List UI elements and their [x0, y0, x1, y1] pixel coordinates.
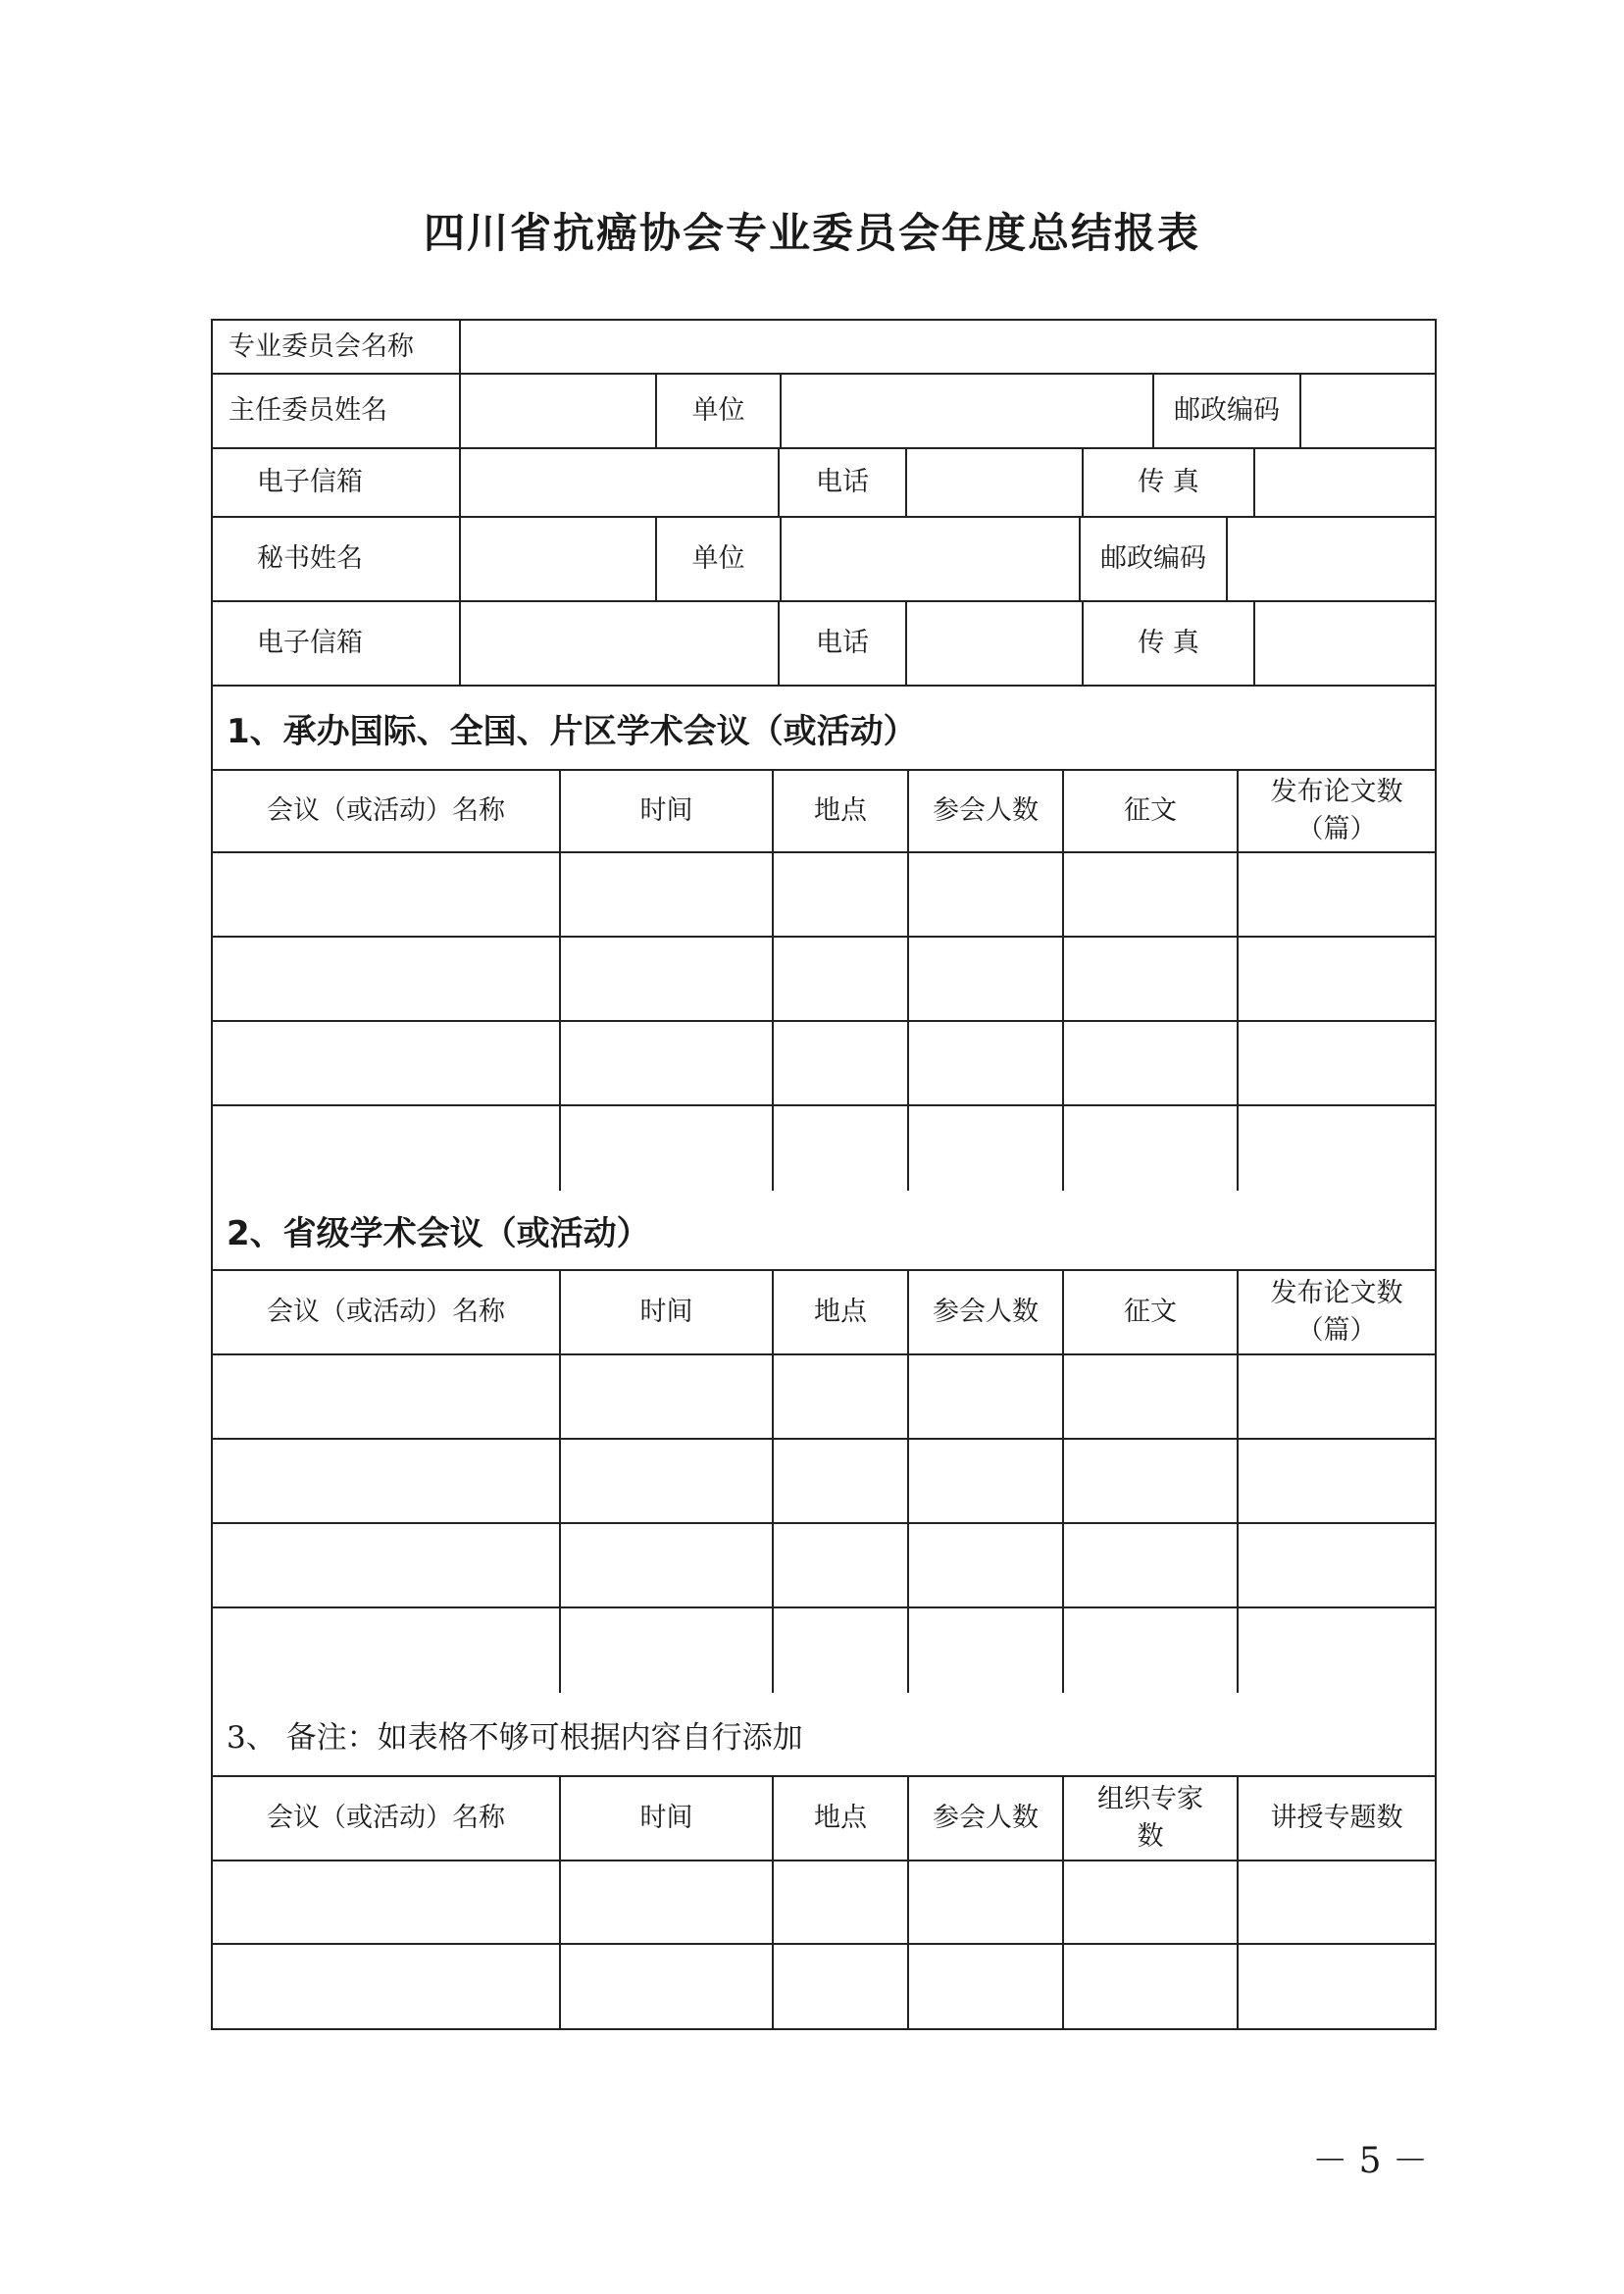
- secretary-postcode-label: 邮政编码: [1081, 518, 1228, 600]
- s1-cell[interactable]: [774, 938, 909, 1020]
- chair-fax-field[interactable]: [1255, 449, 1435, 516]
- s1-cell[interactable]: [1064, 1106, 1239, 1191]
- secretary-fax-field[interactable]: [1255, 602, 1435, 685]
- s3-col-place: 地点: [774, 1777, 909, 1860]
- s2-cell[interactable]: [1064, 1440, 1239, 1522]
- s2-cell[interactable]: [909, 1355, 1064, 1438]
- s2-col-papers-count: 发布论文数（篇）: [1270, 1278, 1403, 1346]
- s3-cell[interactable]: [213, 1861, 561, 1943]
- s1-cell[interactable]: [213, 1106, 561, 1191]
- s2-cell[interactable]: [561, 1440, 774, 1522]
- chair-row: [213, 375, 1435, 449]
- s2-cell[interactable]: [909, 1440, 1064, 1522]
- table-row: [213, 1440, 1435, 1524]
- report-form: [211, 319, 1437, 2030]
- table-row: [213, 853, 1435, 938]
- s1-cell[interactable]: [213, 938, 561, 1020]
- s2-cell[interactable]: [561, 1524, 774, 1606]
- s1-col-time: 时间: [561, 771, 774, 851]
- chair-phone-label: 电话: [780, 449, 907, 516]
- chair-unit-field[interactable]: [782, 375, 1154, 447]
- s3-cell[interactable]: [1064, 1861, 1239, 1943]
- s1-cell[interactable]: [213, 853, 561, 936]
- s3-cell[interactable]: [1239, 1861, 1435, 1943]
- committee-name-label: 专业委员会名称: [213, 321, 461, 373]
- s3-cell[interactable]: [909, 1861, 1064, 1943]
- s1-cell[interactable]: [909, 938, 1064, 1020]
- secretary-row: [213, 518, 1435, 602]
- section-1-header-row: [213, 771, 1435, 853]
- chair-email-label: 电子信箱: [213, 449, 461, 516]
- s1-cell[interactable]: [561, 853, 774, 936]
- s1-cell[interactable]: [1064, 938, 1239, 1020]
- section-2-body: [213, 1355, 1435, 1693]
- s1-cell[interactable]: [909, 853, 1064, 936]
- s1-cell[interactable]: [909, 1106, 1064, 1191]
- s2-cell[interactable]: [1064, 1355, 1239, 1438]
- s2-col-time: 时间: [561, 1271, 774, 1353]
- section-2-header-row: [213, 1271, 1435, 1355]
- s2-cell[interactable]: [1239, 1524, 1435, 1606]
- section-3-body: [213, 1861, 1435, 2028]
- secretary-email-field[interactable]: [461, 602, 780, 685]
- s1-col-name: 会议（或活动）名称: [213, 771, 561, 851]
- s3-cell[interactable]: [561, 1945, 774, 2028]
- s1-cell[interactable]: [909, 1022, 1064, 1104]
- table-row: [213, 1861, 1435, 1945]
- chair-email-field[interactable]: [461, 449, 780, 516]
- section-3-header-row: [213, 1777, 1435, 1861]
- chair-unit-label: 单位: [657, 375, 782, 447]
- form-title: 四川省抗癌协会专业委员会年度总结报表: [423, 209, 1200, 257]
- s2-cell[interactable]: [561, 1608, 774, 1693]
- secretary-email-label: 电子信箱: [213, 602, 461, 685]
- committee-name-field[interactable]: [461, 321, 1435, 373]
- s3-cell[interactable]: [561, 1861, 774, 1943]
- s1-cell[interactable]: [1239, 853, 1435, 936]
- s2-col-place: 地点: [774, 1271, 909, 1353]
- secretary-fax-label: 传 真: [1084, 602, 1255, 685]
- s1-cell[interactable]: [561, 938, 774, 1020]
- section-1-title: 1、承办国际、全国、片区学术会议（或活动）: [213, 687, 1435, 771]
- secretary-name-field[interactable]: [461, 518, 657, 600]
- s2-cell[interactable]: [213, 1524, 561, 1606]
- s1-cell[interactable]: [1064, 1022, 1239, 1104]
- s1-col-place: 地点: [774, 771, 909, 851]
- committee-name-row: [213, 321, 1435, 375]
- s2-cell[interactable]: [213, 1608, 561, 1693]
- s1-cell[interactable]: [213, 1022, 561, 1104]
- s1-cell[interactable]: [1239, 938, 1435, 1020]
- s1-cell[interactable]: [1239, 1022, 1435, 1104]
- s1-col-attendees: 参会人数: [909, 771, 1064, 851]
- s2-cell[interactable]: [561, 1355, 774, 1438]
- s1-cell[interactable]: [774, 1106, 909, 1191]
- s1-cell[interactable]: [774, 1022, 909, 1104]
- secretary-phone-field[interactable]: [907, 602, 1084, 685]
- s1-cell[interactable]: [561, 1106, 774, 1191]
- chair-name-field[interactable]: [461, 375, 657, 447]
- table-row: [213, 1608, 1435, 1693]
- s1-cell[interactable]: [561, 1022, 774, 1104]
- s2-col-name: 会议（或活动）名称: [213, 1271, 561, 1353]
- chair-postcode-label: 邮政编码: [1154, 375, 1301, 447]
- section-2-title: 2、省级学术会议（或活动）: [213, 1191, 1435, 1271]
- s2-cell[interactable]: [909, 1524, 1064, 1606]
- table-row: [213, 1524, 1435, 1608]
- s3-cell[interactable]: [774, 1945, 909, 2028]
- secretary-unit-field[interactable]: [782, 518, 1081, 600]
- s3-cell[interactable]: [1064, 1945, 1239, 2028]
- s3-cell[interactable]: [774, 1861, 909, 1943]
- s2-cell[interactable]: [909, 1608, 1064, 1693]
- s1-col-papers-call: 征文: [1064, 771, 1239, 851]
- s2-col-papers-call: 征文: [1064, 1271, 1239, 1353]
- s2-cell[interactable]: [1239, 1608, 1435, 1693]
- table-row: [213, 1106, 1435, 1191]
- s2-cell[interactable]: [213, 1440, 561, 1522]
- s2-cell[interactable]: [774, 1355, 909, 1438]
- section-3-title: 3、 备注：如表格不够可根据内容自行添加: [213, 1693, 1435, 1777]
- s2-cell[interactable]: [774, 1524, 909, 1606]
- s3-col-time: 时间: [561, 1777, 774, 1860]
- table-row: [213, 1355, 1435, 1440]
- s3-cell[interactable]: [213, 1945, 561, 2028]
- s2-cell[interactable]: [1064, 1608, 1239, 1693]
- s2-cell[interactable]: [213, 1355, 561, 1438]
- page-number: － 5 －: [1312, 2141, 1428, 2181]
- s3-col-name: 会议（或活动）名称: [213, 1777, 561, 1860]
- s2-col-attendees: 参会人数: [909, 1271, 1064, 1353]
- table-row: [213, 938, 1435, 1022]
- secretary-postcode-field[interactable]: [1228, 518, 1435, 600]
- secretary-phone-label: 电话: [780, 602, 907, 685]
- table-row: [213, 1022, 1435, 1106]
- section-1-body: [213, 853, 1435, 1191]
- s3-cell[interactable]: [1239, 1945, 1435, 2028]
- chair-contact-row: [213, 449, 1435, 518]
- s2-cell[interactable]: [774, 1440, 909, 1522]
- s1-cell[interactable]: [1064, 853, 1239, 936]
- s2-cell[interactable]: [774, 1608, 909, 1693]
- s3-cell[interactable]: [909, 1945, 1064, 2028]
- secretary-contact-row: [213, 602, 1435, 687]
- s1-col-papers-count: 发布论文数（篇）: [1270, 777, 1403, 844]
- s3-col-attendees: 参会人数: [909, 1777, 1064, 1860]
- secretary-unit-label: 单位: [657, 518, 782, 600]
- chair-fax-label: 传 真: [1084, 449, 1255, 516]
- secretary-name-label: 秘书姓名: [213, 518, 461, 600]
- s1-cell[interactable]: [774, 853, 909, 936]
- table-row: [213, 1945, 1435, 2028]
- s1-cell[interactable]: [1239, 1106, 1435, 1191]
- chair-phone-field[interactable]: [907, 449, 1084, 516]
- s3-col-topics: 讲授专题数: [1270, 1803, 1403, 1834]
- s2-cell[interactable]: [1239, 1440, 1435, 1522]
- s2-cell[interactable]: [1064, 1524, 1239, 1606]
- chair-name-label: 主任委员姓名: [213, 375, 461, 447]
- chair-postcode-field[interactable]: [1301, 375, 1435, 447]
- s3-col-experts: 组织专家数: [1064, 1777, 1239, 1860]
- s2-cell[interactable]: [1239, 1355, 1435, 1438]
